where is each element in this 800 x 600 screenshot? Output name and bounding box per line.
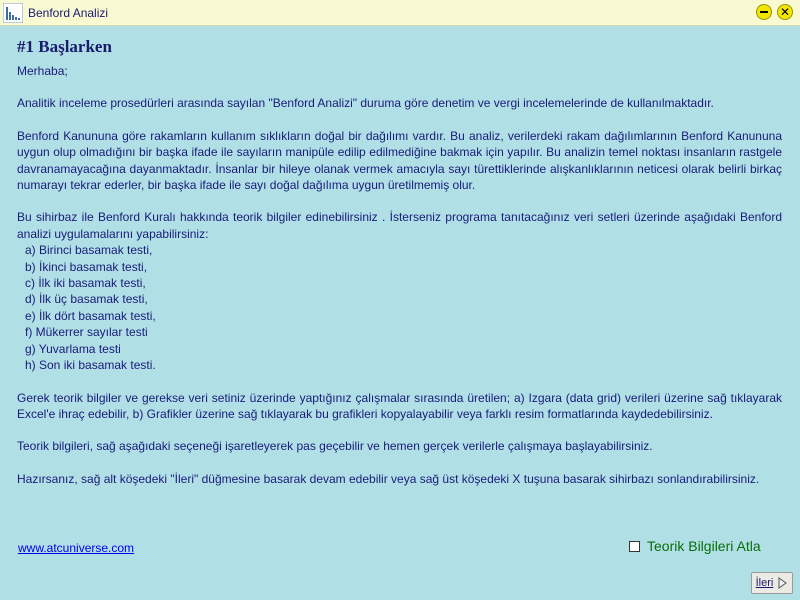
benford-law-paragraph: Benford Kanununa göre rakamların kullanım sıklıkların doğal bir dağılımı vardır. Bu analiz, verilerdeki rakam dağılımlarının Benford Kanununa uygun olup olmadığını bir başka ifade ile sayıların manipüle edilip edilmediğine bakmak için yapılır. Bu analizin temel noktası insanların rastgele davranamayacağına dayanmaktadır. İnsanlar bir hileye olanak vermek amacıyla sayı türettiklerinde alışkanlıklarının neticesi olarak belirli birkaç numarayı tekrar ederler, bir başka ifade ile sayı doğal dağılıma uygun üretilmemiş olur. bbox=[17, 128, 782, 193]
website-link[interactable]: www.atcuniverse.com bbox=[18, 541, 135, 555]
minimize-icon bbox=[760, 11, 768, 13]
list-item: c) İlk iki basamak testi, bbox=[25, 276, 146, 291]
test-list bbox=[17, 242, 782, 373]
window-title: Benford Analizi bbox=[28, 6, 109, 20]
title-bar bbox=[0, 0, 800, 26]
list-item: e) İlk dört basamak testi, bbox=[25, 308, 156, 323]
export-paragraph: Gerek teorik bilgiler ve gerekse veri setiniz üzerinde yaptığınız çalışmalar sırasında üretilen; a) Izgara (data grid) verileri üzerine sağ tıklayarak Excel'e ihraç edebilir, b) Grafikler üzerine sağ tıklayarak bu grafikleri kopyalayabilir veya farklı resim formatlarında kaydedebilirsiniz. bbox=[17, 390, 782, 421]
finish-hint-paragraph: Hazırsanız, sağ alt köşedeki "İleri" düğmesine basarak devam edebilir veya sağ üst köşedeki X tuşuna basarak sihirbazı sonlandırabilirsiniz. bbox=[17, 471, 760, 486]
list-item: d) İlk üç basamak testi, bbox=[25, 292, 148, 307]
list-item: g) Yuvarlama testi bbox=[25, 341, 121, 356]
list-item: h) Son iki basamak testi. bbox=[25, 358, 156, 373]
skip-theory-checkbox[interactable] bbox=[629, 538, 761, 554]
close-icon: ✕ bbox=[779, 5, 791, 19]
greeting-text: Merhaba; bbox=[17, 64, 68, 78]
chart-app-icon bbox=[3, 3, 23, 23]
intro-paragraph: Analitik inceleme prosedürleri arasında sayılan "Benford Analizi" duruma göre denetim ve vergi incelemelerinde de kullanılmaktadır. bbox=[17, 96, 714, 111]
wizard-capabilities-paragraph: Bu sihirbaz ile Benford Kuralı hakkında teorik bilgiler edinebilirsiniz . İsterseniz programa tanıtacağınız veri setleri üzerinde aşağıdaki Benford analizi uygulamalarını yapabilirsiniz: bbox=[17, 210, 782, 241]
close-button[interactable] bbox=[777, 4, 793, 20]
next-button[interactable] bbox=[751, 572, 793, 594]
skip-hint-paragraph: Teorik bilgileri, sağ aşağıdaki seçeneği işaretleyerek pas geçebilir ve hemen gerçek verilerle çalışmaya başlayabilirsiniz. bbox=[17, 439, 653, 454]
arrow-right-icon bbox=[777, 577, 788, 589]
minimize-button[interactable] bbox=[756, 4, 772, 20]
list-item: f) Mükerrer sayılar testi bbox=[25, 325, 148, 340]
list-item: a) Birinci basamak testi, bbox=[25, 243, 153, 258]
next-button-label: İleri bbox=[755, 577, 774, 589]
page-title: #1 Başlarken bbox=[17, 37, 112, 56]
list-item: b) İkinci basamak testi, bbox=[25, 259, 148, 274]
checkbox-box[interactable] bbox=[629, 541, 640, 552]
wizard-content bbox=[17, 36, 782, 503]
skip-theory-label[interactable]: Teorik Bilgileri Atla bbox=[647, 538, 761, 554]
